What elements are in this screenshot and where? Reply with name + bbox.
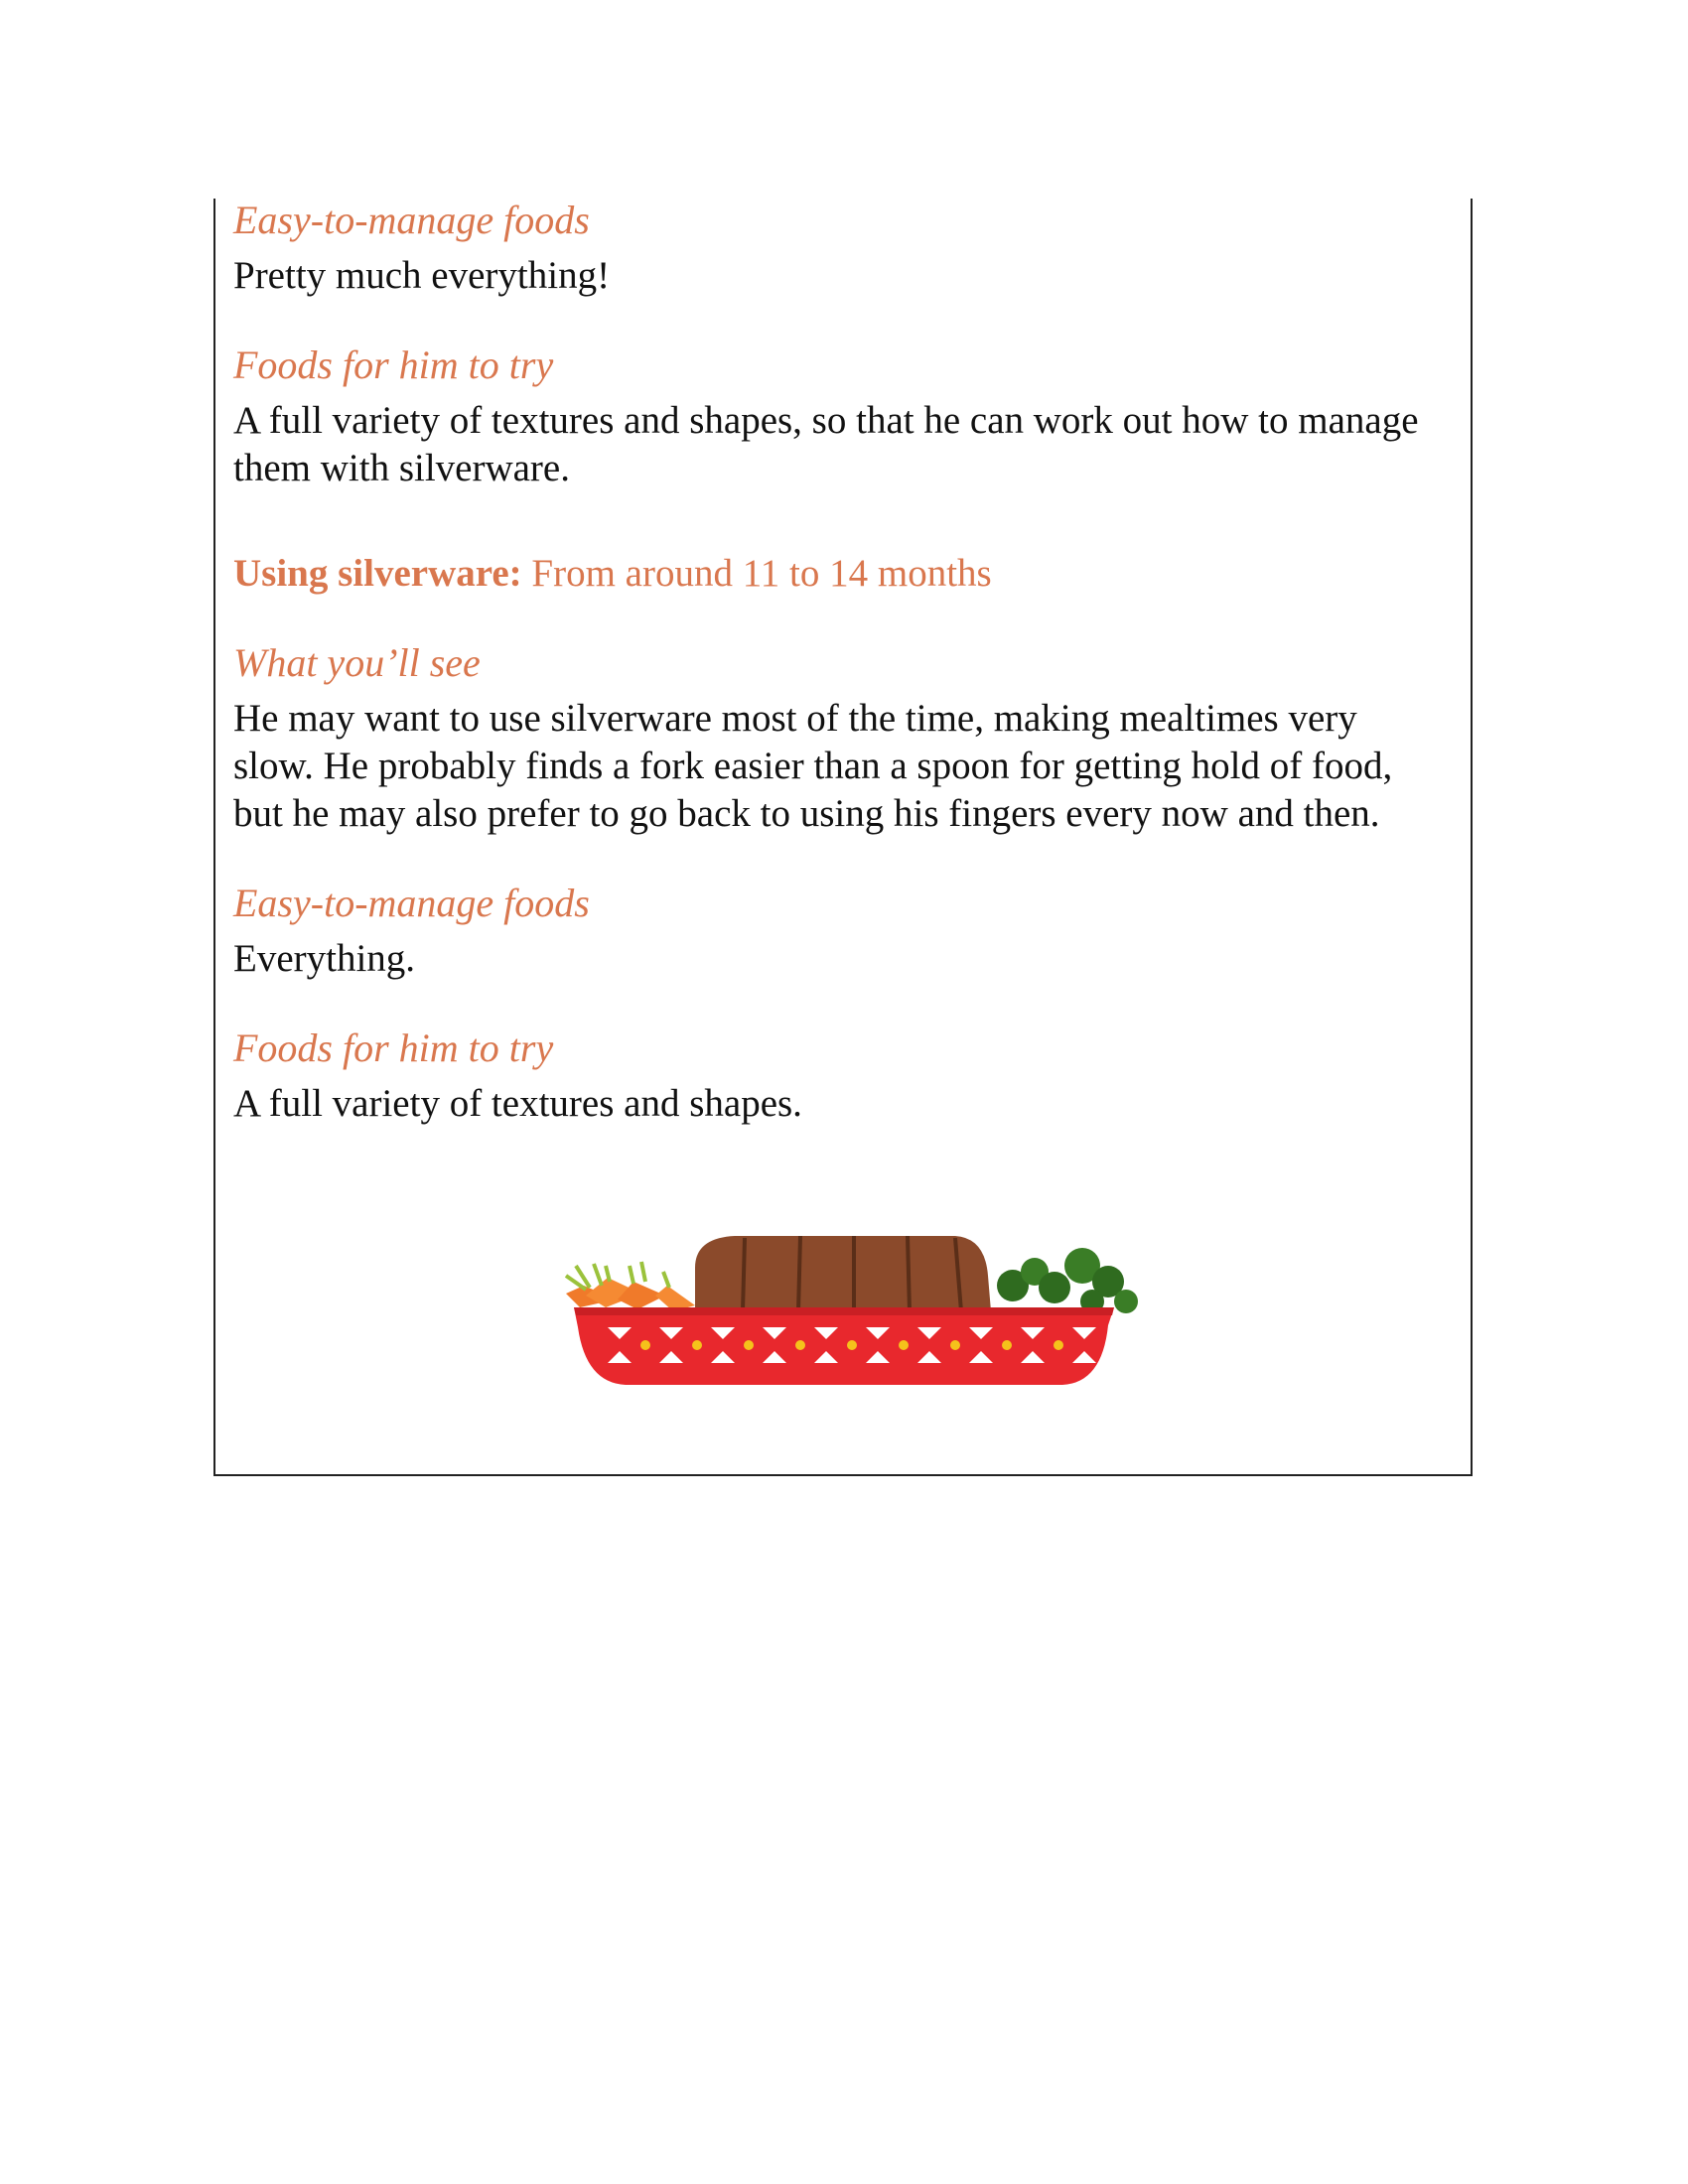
roast-meat-icon: [695, 1236, 991, 1311]
silverware-label: Using silverware:: [233, 552, 522, 595]
parsley-icon: [997, 1248, 1138, 1313]
dish-icon: [574, 1307, 1114, 1385]
easy-foods-text-2: Everything.: [233, 937, 416, 980]
what-you-see-heading: What you’ll see: [233, 640, 481, 685]
easy-foods-text-1: Pretty much everything!: [233, 254, 611, 297]
silverware-age: From around 11 to 14 months: [531, 552, 992, 595]
try-foods-heading-2: Foods for him to try: [233, 1025, 554, 1070]
try-foods-text-2: A full variety of textures and shapes.: [233, 1082, 802, 1125]
easy-foods-heading-1: Easy-to-manage foods: [233, 198, 590, 242]
silverware-section-heading: [233, 550, 1445, 598]
content-area: [233, 197, 1445, 1128]
what-you-see-text: He may want to use silverware most of the time, making mealtimes very slow. He probably finds a fork easier than a spoon for getting hold of food, but he may also prefer to go back to using his fingers every now and then.: [233, 697, 1393, 835]
try-foods-text-1: A full variety of textures and shapes, so that he can work out how to manage them with silverware.: [233, 399, 1419, 489]
roast-dish-icon: [546, 1216, 1142, 1410]
easy-foods-heading-2: Easy-to-manage foods: [233, 881, 590, 925]
carrot-icon: [566, 1262, 695, 1311]
try-foods-heading-1: Foods for him to try: [233, 342, 554, 387]
